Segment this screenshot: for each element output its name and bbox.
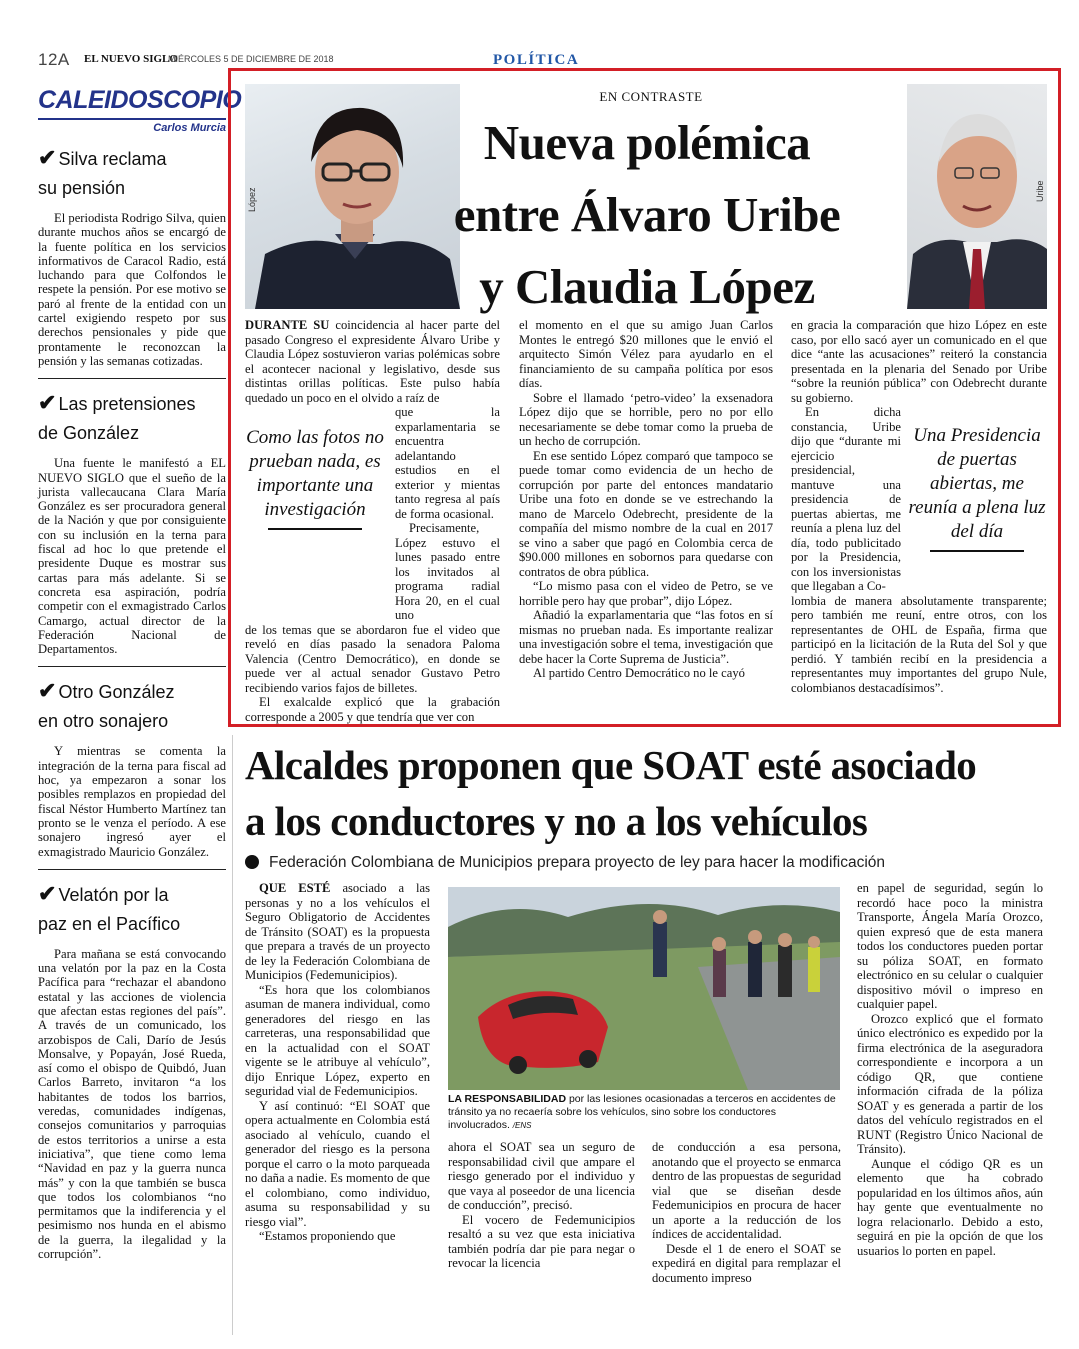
pull-quote-text: Una Presidencia de puertas abiertas, me reunía a plena luz del día [908, 425, 1046, 542]
pull-quote-rule [268, 528, 362, 530]
caleidoscopio-column [38, 86, 242, 1262]
paragraph: Precisamente, López estuvo el lunes pasado entre los invitados al programa radial Hora 20, en el cual uno [395, 521, 500, 622]
brief-title [38, 388, 226, 448]
photo-credit-right: Uribe [1035, 180, 1045, 202]
divider [38, 378, 226, 379]
paragraph: en gracia la comparación que hizo López en este caso, por ello sacó ayer un comunicado en el que dice “ante las acusaciones” reiteró la constancia presentada en la plenaria del Senado por Uribe “sobre la reunión pública” con Odebrecht durante su gobierno. [791, 318, 1047, 405]
paragraph: “Lo mismo pasa con el video de Petro, se ve horrible pero hay que probar”, dijo López. [519, 579, 773, 608]
paragraph: Orozco explicó que el formato único electrónico es expedido por la firma electrónica de la aseguradora correspondiente e incorpora a un código QR, que contiene información cifrada de la póliza SOAT y es generada a partir de los datos del vehículo registrados en el RUNT (Registro Único Nacional de Tránsito). [857, 1011, 1043, 1156]
brief-title-line2: paz en el Pacífico [38, 913, 181, 934]
bullet-icon [245, 855, 259, 869]
divider [38, 869, 226, 870]
paragraph: en papel de seguridad, según lo recordó hace poco la ministra Transporte, Ángela María Orozco, quien expresó que de esta manera todos los conductores pueden portar su póliza SOAT, en formato electrónico en su celular o cualquier dispositivo móvil o impreso en cualquier papel. [857, 881, 1043, 1011]
paragraph: de los temas que se abordaron fue el video que reveló en días pasado la senadora Paloma Valencia (Centro Democrático), en donde se puede ver al actual senador Gustavo Petro recibiendo varios fajos de billetes. [245, 622, 500, 695]
paragraph: ahora el SOAT sea un seguro de responsabilidad civil que ampare el riesgo generado por el individuo y que vaya al poseedor de una licencia de conducción”, precisó. [448, 1140, 635, 1212]
wrap-text [791, 405, 901, 594]
paragraph: “Estamos proponiendo que [259, 1229, 396, 1243]
paragraph: Aunque el código QR es un elemento que ha cobrado popularidad en los últimos años, aún hay gente que eventualmente no logra relacionarlo. Debido a esto, seguirá en pie la opción de que los usuarios lo porten en papel. [857, 1156, 1043, 1258]
brief-title-line1: Otro González [58, 682, 175, 703]
caption-credit: /ENS [512, 1121, 532, 1130]
pull-quote-text: Como las fotos no prueban nada, es importante una investigación [246, 427, 384, 520]
paragraph: El vocero de Fedemunicipios resaltó a su vez que esta iniciativa también podría dar pie para negar o revocar la licencia [448, 1212, 635, 1270]
checkmark-icon: ✔ [38, 145, 57, 170]
brief-body: Y mientras se comenta la integración de la terna para fiscal ad hoc, ya empezaron a sonar los posibles remplazos en propiedad del fiscal Néstor Humberto Martínez tan pronto se le venza el período. A ese sonajero ingresó ayer el exmagistrado Mauricio González. [38, 744, 226, 859]
paragraph [245, 318, 500, 405]
page-number: 12A [38, 50, 70, 69]
caption-lead: LA RESPONSABILIDAD [448, 1093, 567, 1105]
page-header [38, 50, 1058, 70]
paragraph: Sobre el llamado ‘petro-video’ la exsenadora López dijo que se horrible, pero no por ello necesariamente se debe tomar como la prueba de un hecho de corrupción. [519, 390, 773, 448]
divider [38, 666, 226, 667]
article2-column-2 [448, 1140, 635, 1271]
paragraph: En ese sentido López comparó que tampoco se puede tomar como evidencia de un hecho de corrupción por parte del entonces mandatario Uribe una foto en donde se ve estrechando la mano de Marcelo Odebrecht, presidente de la compañía del mismo nombre de la cual en 2017 se vino a saber que pagó en Colombia cerca de $90.000 millones en sobornos para quedarse con contratos de obra pública. [519, 448, 773, 579]
paragraph: El exalcalde explicó que la grabación corresponde a 2005 y que tendría que ver con [245, 695, 500, 724]
brief-title-line2: en otro sonajero [38, 711, 169, 732]
brief-body: Para mañana se está convocando una velatón por la paz en la Costa Pacífica para “rechazar el abandono estatal y las acciones de violencia que afectan estas regiones del país”. A través de un comunicado, los arzobispos de Cali, Darío de Jesús Monsalve, y Popayán, José Rueda, así como el obispo de Quibdó, Juan Carlos Barreto, invitaron “a los habitantes de todos los barrios, veredas, comunidades indígenas, consejos comunitarios y parroquias de estos territorios a unirse a esta iniciativa”, que tiene como lema “Navidad en paz y la guerra nunca más” y con la que también se busca que todos los colombianos “no permitamos que la indiferencia y el pesimismo nos hunda en el abismo de la guerra, la ilegalidad y la corrupción”. [38, 946, 226, 1262]
paragraph: de conducción a esa persona, anotando que el proyecto se enmarca dentro de las propuestas de seguridad vial que se diseñan desde Fedemunicipios en procura de hacer un aporte a la reducción de los índices de accidentalidad. [652, 1140, 841, 1241]
column-brand: CALEIDOSCOPIO [38, 86, 242, 114]
pull-quote-rule [930, 550, 1024, 552]
photo-caption [448, 1093, 840, 1132]
photo-credit-left: López [247, 187, 257, 212]
article2-column-1 [245, 881, 430, 1244]
paragraph: “Es hora que los colombianos asuman de manera individual, como generadores del riesgo en las carreteras, una responsabilidad que en la actualidad con el SOAT vigente se le atribuye al vehículo”, dijo Enrique López, experto en seguridad vial de Fedemunicipios. [245, 982, 430, 1098]
kicker: EN CONTRASTE [599, 89, 703, 104]
lead-in: QUE ESTÉ [259, 881, 331, 895]
brief-body: El periodista Rodrigo Silva, quien durante muchos años se encargó de la fuente política en los servicios informativos de Caracol Radio, está luchando para que Colfondos le respete la pensión. Por ese motivo se paró al frente de la entidad con un cartel exigiendo respeto por sus derechos pensionales y pide que prontamente le reconozcan la pensión y las semanas cotizadas. [38, 211, 226, 368]
paragraph: lombia de manera absolutamente transparente; pero también me reuní, entre otros, con los representantes de OHL de España, firma que participó en la licitación de la Ruta del Sol y que perdió. Y también recibí en la presidencia a representantes muy importantes del grupo Nule, colombianos destacadísimos”. [791, 593, 1047, 695]
checkmark-icon: ✔ [38, 880, 57, 906]
lead-in: DURANTE SU [245, 318, 330, 332]
brief-title [38, 143, 226, 203]
brief-title-line1: Las pretensiones [58, 394, 196, 415]
paragraph [245, 881, 430, 983]
headline-line: a los conductores y no a los vehículos [245, 798, 868, 844]
brief-title-line1: Silva reclama [58, 149, 167, 169]
brief-title-line2: de González [38, 423, 140, 444]
uribe-photo [907, 84, 1047, 309]
section-name: POLÍTICA [493, 52, 580, 68]
brief-title-line2: su pensión [38, 178, 126, 198]
article2-headline [245, 737, 1055, 849]
paper-date: MIÉRCOLES 5 DE DICIEMBRE DE 2018 [168, 54, 334, 64]
paper-name: EL NUEVO SIGLO [84, 53, 178, 65]
headline-line: entre Álvaro Uribe [453, 187, 841, 242]
portrait-image-icon [907, 84, 1047, 309]
accident-photo [448, 887, 840, 1090]
paragraph: que la exparlamentaria se encuentra adelantando estudios en el exterior y mientas tanto regresa al país de forma ocasional. [395, 405, 500, 521]
feature-headline [427, 107, 867, 323]
paragraph: el momento en el que su amigo Juan Carlos Montes le entregó $20 millones que le envió el arquitecto Simón Vélez para ayudarlo en el financiamiento de su campaña política por esos días. [519, 318, 773, 390]
wrap-text [395, 405, 500, 623]
brief-title [38, 676, 226, 736]
paragraph: En dicha constancia, Uribe dijo que “durante mi ejercicio presidencial, mantuve una presidencia de puertas abiertas, me reunía a plena luz del día, todo publicitado por la Presidencia, con los inversionistas que llegaban a Co- [791, 405, 901, 593]
paragraph-text: coincidencia al hacer parte del pasado Congreso el expresidente Álvaro Uribe y Claudia López sostuvieron varias polémicas sobre el acontecer nacional y legislativo, desde sus distintas orillas políticas. Este pulso había quedado un poco en el olvido a raíz de [245, 318, 500, 405]
brief-body: Una fuente le manifestó a EL NUEVO SIGLO que el sueño de la jurista vallecaucana Clara María González es ser procuradora general de la Nación y que por consiguiente con su inclusión en la terna para fiscal ad hoc lo que pretende el presidente Duque es mostrar sus cartas para más adelante. Si se concreta esa aspiración, podría competir con el exmagistrado Carlos Camargo, actual director de la Federación Nacional de Departamentos. [38, 456, 226, 657]
column-divider [232, 735, 233, 1335]
pull-quote-right [907, 424, 1047, 552]
paragraph: Desde el 1 de enero el SOAT se expedirá en digital para remplazar el documento impreso [652, 1241, 841, 1285]
deck-text: Federación Colombiana de Municipios prepara proyecto de ley para hacer la modificación [269, 854, 886, 871]
pull-quote-left [245, 426, 385, 530]
headline-line: y Claudia López [479, 259, 815, 314]
accident-image-icon [448, 887, 840, 1090]
feature-box [228, 68, 1061, 727]
paragraph: Añadió la exparlamentaria que “las fotos en sí mismas no prueban nada. Es importante realizar una investigación sobre el tema, investigación que debe hacer la Corte Suprema de Justicia”. [519, 608, 773, 666]
feature-column-2 [519, 318, 773, 681]
paragraph-text: asociado a las personas y no a los vehículos el Seguro Obligatorio de Accidentes de Tránsito (SOAT) es la propuesta que prepara a través de un proyecto de ley la Federación Colombiana de Municipios (Fedemunicipios). [245, 881, 430, 982]
headline-line: Alcaldes proponen que SOAT esté asociado [245, 742, 977, 788]
headline-line: Nueva polémica [483, 115, 811, 170]
brief-title-line1: Velatón por la [58, 884, 169, 905]
paragraph: Al partido Centro Democrático no le cayó [533, 666, 745, 680]
brief-title [38, 879, 226, 939]
article2-deck [245, 854, 1055, 872]
column-author: Carlos Murcia [38, 118, 226, 134]
checkmark-icon: ✔ [38, 390, 57, 416]
caption-text: por las lesiones ocasionadas a terceros en accidentes de tránsito ya no recaería sobre los vehículos, sino sobre los conductores involucrados. [448, 1093, 836, 1131]
paragraph: Y así continuó: “El SOAT que opera actualmente en Colombia está asociado al vehículo, cuando el generador del riesgo es la persona porque el carro o la moto parqueada no daña a nadie. Es momento de que el colombiano, como individuo, asuma su responsabilidad y su riesgo vial”. [245, 1098, 430, 1229]
checkmark-icon: ✔ [38, 678, 57, 704]
article2-column-4 [857, 881, 1043, 1258]
article2-column-3 [652, 1140, 841, 1285]
